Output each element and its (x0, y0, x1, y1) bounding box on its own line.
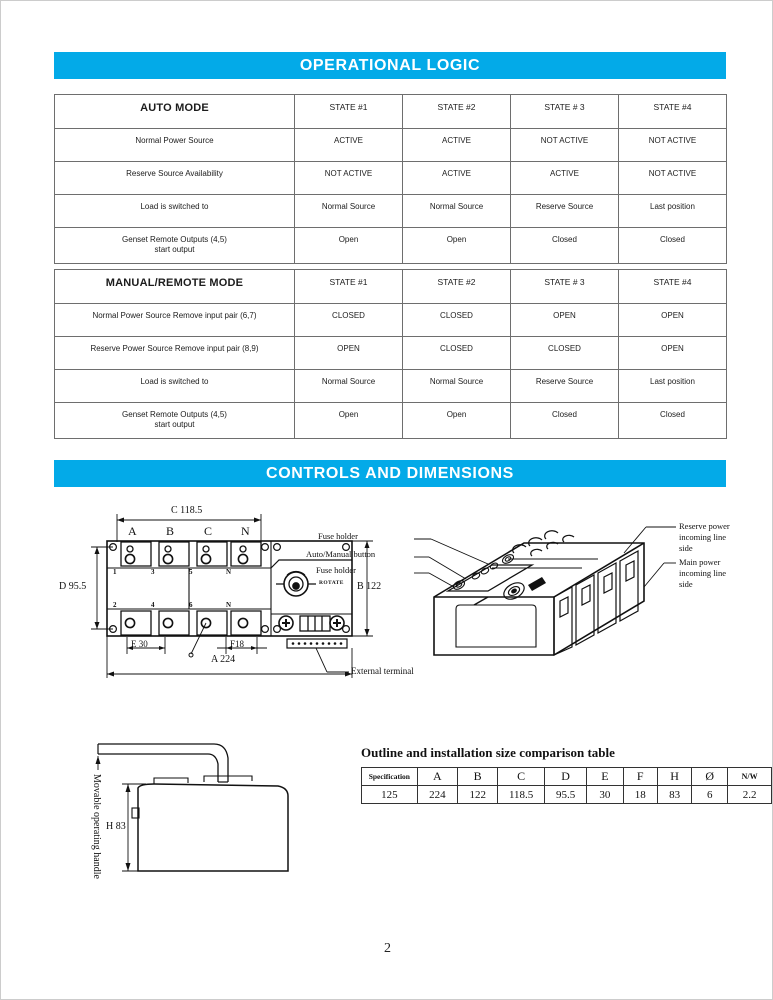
table-row-header (55, 95, 727, 129)
comparison-value-c: 118.5 (498, 786, 545, 804)
cell-value: OPEN (511, 304, 619, 337)
cell-value: CLOSED (403, 304, 511, 337)
table-row (55, 195, 727, 228)
comparison-value-e: 30 (587, 786, 623, 804)
comparison-header-b: B (458, 768, 498, 786)
callout-reserve-power-line1: Reserve power (679, 521, 730, 531)
page-number: 2 (384, 941, 391, 956)
dim-label-c: C 118.5 (171, 505, 203, 516)
handle-side-view-drawing (76, 726, 346, 916)
comparison-value-diameter: 6 (692, 786, 728, 804)
row-label-line2: start output (154, 245, 195, 254)
cell-value: Normal Source (295, 370, 403, 403)
cell-value: ACTIVE (403, 162, 511, 195)
section-banner-operational-logic: OPERATIONAL LOGIC (54, 52, 726, 79)
row-label: Normal Power Source (55, 129, 295, 162)
row-label (55, 228, 295, 264)
cell-value: Open (403, 228, 511, 264)
comparison-header-net-weight: N/W (728, 768, 772, 786)
table-row (55, 304, 727, 337)
comparison-table-title: Outline and installation size comparison table (361, 745, 615, 760)
cell-value: Normal Source (403, 370, 511, 403)
auto-state-header-3: STATE # 3 (511, 95, 619, 129)
cell-value: NOT ACTIVE (295, 162, 403, 195)
cell-value: NOT ACTIVE (619, 162, 727, 195)
manual-state-header-4: STATE #4 (619, 270, 727, 304)
auto-mode-title: AUTO MODE (55, 95, 295, 129)
dim-label-d: D 95.5 (59, 581, 87, 592)
row-label-line2: start output (154, 420, 195, 429)
row-label (55, 403, 295, 439)
size-comparison-table (361, 767, 772, 804)
comparison-header-f: F (623, 768, 657, 786)
cell-value: CLOSED (511, 337, 619, 370)
rotary-knob-icon (276, 571, 316, 596)
table-row (362, 786, 772, 804)
terminal-number-n-bottom: N (226, 601, 232, 609)
dim-label-b: B 122 (357, 581, 382, 592)
callout-main-power-line1: Main power (679, 557, 721, 567)
auto-state-header-4: STATE #4 (619, 95, 727, 129)
terminal-number-5: 5 (189, 568, 193, 576)
cell-value: Normal Source (403, 195, 511, 228)
terminal-number-6: 6 (189, 601, 193, 609)
cell-value: ACTIVE (511, 162, 619, 195)
auto-state-header-2: STATE #2 (403, 95, 511, 129)
cell-value: ACTIVE (403, 129, 511, 162)
callout-auto-manual-button: Auto/Manual button (306, 549, 376, 559)
cell-value: CLOSED (295, 304, 403, 337)
manual-state-header-2: STATE #2 (403, 270, 511, 304)
dim-label-e: E 30 (131, 639, 148, 649)
callout-external-terminal: External terminal (351, 666, 414, 676)
auto-mode-table (54, 94, 727, 264)
table-row (55, 162, 727, 195)
callout-fuse-holder-top: Fuse holder (318, 531, 358, 541)
terminal-number-4: 4 (151, 601, 155, 609)
dim-label-h: H 83 (106, 821, 126, 832)
table-row (55, 403, 727, 439)
cell-value: ACTIVE (295, 129, 403, 162)
comparison-header-diameter: Ø (692, 768, 728, 786)
section-banner-controls-dimensions: CONTROLS AND DIMENSIONS (54, 460, 726, 487)
row-label: Load is switched to (55, 370, 295, 403)
front-view-svg (71, 496, 381, 696)
table-row (55, 129, 727, 162)
row-label: Reserve Source Availability (55, 162, 295, 195)
callout-main-power-line3: side (679, 579, 693, 589)
auto-state-header-1: STATE #1 (295, 95, 403, 129)
row-label-line1: Genset Remote Outputs (4,5) (122, 235, 227, 244)
manual-state-header-1: STATE #1 (295, 270, 403, 304)
cell-value: Last position (619, 370, 727, 403)
cell-value: OPEN (619, 304, 727, 337)
comparison-value-specification: 125 (362, 786, 418, 804)
cell-value: Closed (511, 228, 619, 264)
terminal-number-2: 2 (113, 601, 117, 609)
front-view-drawing (59, 496, 414, 696)
terminal-label-n: N (241, 524, 250, 538)
manual-state-header-3: STATE # 3 (511, 270, 619, 304)
terminal-label-b: B (166, 524, 175, 538)
cell-value: NOT ACTIVE (511, 129, 619, 162)
terminal-number-3: 3 (151, 568, 155, 576)
callout-fuse-holder-bottom: Fuse holder (316, 565, 356, 575)
comparison-header-specification: Specification (362, 768, 418, 786)
cell-value: CLOSED (403, 337, 511, 370)
comparison-header-a: A (417, 768, 457, 786)
comparison-value-a: 224 (417, 786, 457, 804)
cell-value: Open (295, 228, 403, 264)
comparison-header-d: D (544, 768, 586, 786)
row-label-line1: Genset Remote Outputs (4,5) (122, 410, 227, 419)
table-row (55, 228, 727, 264)
comparison-value-net-weight: 2.2 (728, 786, 772, 804)
callout-reserve-power-line3: side (679, 543, 693, 553)
dim-label-a: A 224 (211, 654, 236, 665)
table-row-header (55, 270, 727, 304)
comparison-header-c: C (498, 768, 545, 786)
terminal-number-1: 1 (113, 568, 117, 576)
cell-value: Closed (619, 228, 727, 264)
terminal-number-n-top: N (226, 568, 232, 576)
cell-value: Reserve Source (511, 370, 619, 403)
comparison-value-b: 122 (458, 786, 498, 804)
label-movable-operating-handle: Movable operating handle (91, 774, 102, 879)
terminal-label-c: C (204, 524, 213, 538)
comparison-value-d: 95.5 (544, 786, 586, 804)
manual-mode-title: MANUAL/REMOTE MODE (55, 270, 295, 304)
cell-value: Normal Source (295, 195, 403, 228)
table-row (55, 370, 727, 403)
cell-value: NOT ACTIVE (619, 129, 727, 162)
cell-value: Open (295, 403, 403, 439)
row-label: Reserve Power Source Remove input pair (8,9) (55, 337, 295, 370)
cell-value: Closed (511, 403, 619, 439)
terminal-label-a: A (128, 524, 137, 538)
callout-main-power-line2: incoming line (679, 568, 726, 578)
cell-value: Open (403, 403, 511, 439)
cell-value: OPEN (295, 337, 403, 370)
rotate-label: ROTATE (319, 580, 344, 586)
dim-label-f: F18 (230, 639, 245, 649)
comparison-header-h: H (657, 768, 691, 786)
comparison-value-f: 18 (623, 786, 657, 804)
comparison-value-h: 83 (657, 786, 691, 804)
table-row (55, 337, 727, 370)
callout-reserve-power-line2: incoming line (679, 532, 726, 542)
cell-value: Last position (619, 195, 727, 228)
manual-remote-mode-table (54, 269, 727, 439)
cell-value: OPEN (619, 337, 727, 370)
table-row-header (362, 768, 772, 786)
row-label: Normal Power Source Remove input pair (6,7) (55, 304, 295, 337)
iso-rotary-knob-icon (501, 579, 527, 602)
comparison-header-e: E (587, 768, 623, 786)
row-label: Load is switched to (55, 195, 295, 228)
cell-value: Closed (619, 403, 727, 439)
cell-value: Reserve Source (511, 195, 619, 228)
